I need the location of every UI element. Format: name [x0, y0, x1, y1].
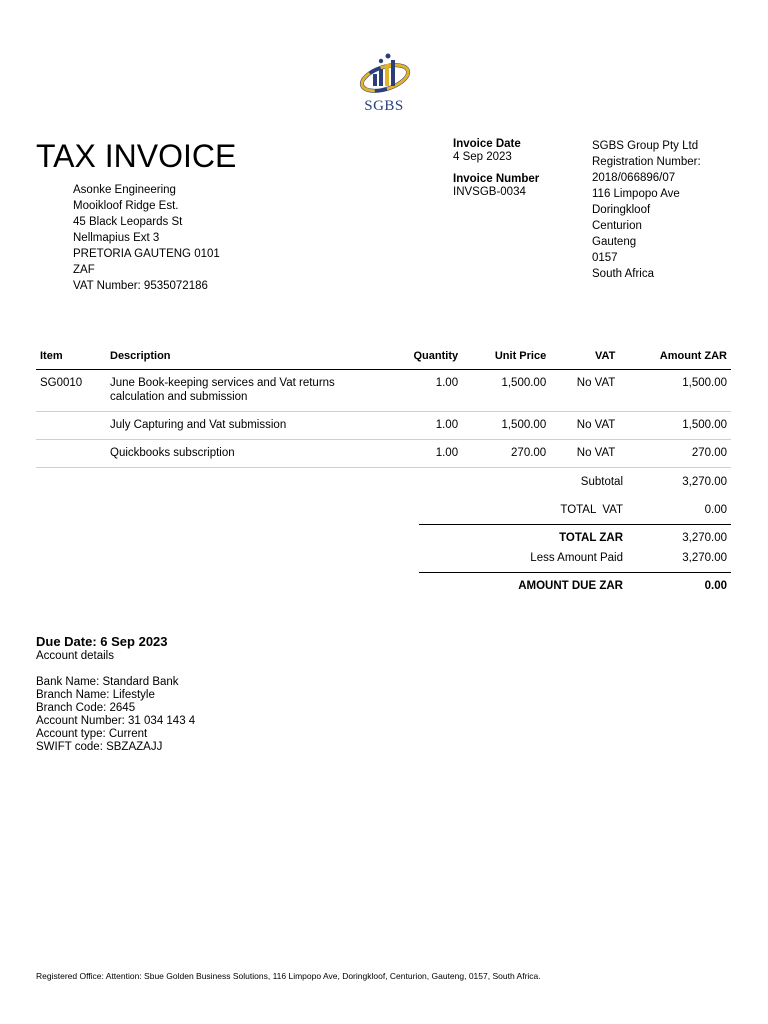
total-vat-value: 0.00 [704, 504, 727, 516]
company-line: South Africa [592, 268, 655, 280]
company-line: SGBS Group Pty Ltd [592, 140, 699, 152]
subtotal-label: Subtotal [580, 476, 623, 488]
company-line: 0157 [592, 252, 618, 264]
cell-amount: 1,500.00 [619, 370, 731, 412]
invoice-number-value: INVSGB-0034 [453, 186, 526, 198]
cell-quantity: 1.00 [384, 412, 462, 440]
amount-due-row [419, 572, 731, 597]
address-line: Nellmapius Ext 3 [73, 232, 160, 244]
table-row [36, 412, 731, 440]
cell-unit-price: 270.00 [462, 440, 550, 468]
company-line: Registration Number: [592, 156, 701, 168]
company-line: Gauteng [592, 236, 637, 248]
line-items-table [36, 345, 731, 468]
bank-line: Account Number: 31 034 143 4 [36, 715, 196, 727]
address-line: 45 Black Leopards St [73, 216, 183, 228]
total-vat-row [419, 501, 731, 523]
address-line: Asonke Engineering [73, 184, 176, 196]
table-header-row [36, 345, 731, 370]
amount-due-value: 0.00 [704, 580, 727, 592]
address-line: PRETORIA GAUTENG 0101 [73, 248, 220, 260]
company-info [592, 138, 701, 282]
cell-unit-price: 1,500.00 [462, 412, 550, 440]
due-date: Due Date: 6 Sep 2023 [36, 634, 168, 649]
cell-description: Quickbooks subscription [106, 440, 384, 468]
cell-quantity: 1.00 [384, 440, 462, 468]
invoice-meta [453, 138, 539, 199]
account-details [36, 650, 195, 754]
header-unit-price: Unit Price [462, 345, 550, 370]
header-quantity: Quantity [384, 345, 462, 370]
company-logo [356, 50, 414, 120]
subtotal-value: 3,270.00 [682, 476, 727, 488]
cell-amount: 1,500.00 [619, 412, 731, 440]
cell-amount: 270.00 [619, 440, 731, 468]
invoice-date-value: 4 Sep 2023 [453, 151, 512, 163]
invoice-number-label: Invoice Number [453, 173, 540, 185]
invoice-date-label: Invoice Date [453, 138, 521, 150]
company-line: Centurion [592, 220, 642, 232]
cell-item: SG0010 [36, 370, 106, 412]
table-row [36, 370, 731, 412]
bank-line: SWIFT code: SBZAZAJJ [36, 741, 163, 753]
logo-text: SGBS [364, 98, 404, 114]
header-vat: VAT [550, 345, 619, 370]
cell-unit-price: 1,500.00 [462, 370, 550, 412]
totals-section [419, 473, 731, 597]
bank-line: Branch Code: 2645 [36, 702, 136, 714]
amount-due-label: AMOUNT DUE ZAR [518, 580, 623, 592]
subtotal-row [419, 473, 731, 501]
cell-item [36, 440, 106, 468]
account-heading: Account details [36, 650, 114, 662]
bank-line: Bank Name: Standard Bank [36, 676, 179, 688]
cell-vat: No VAT [550, 370, 619, 412]
total-value: 3,270.00 [682, 532, 727, 544]
amount-paid-value: 3,270.00 [682, 552, 727, 564]
table-row [36, 440, 731, 468]
company-line: Doringkloof [592, 204, 651, 216]
total-row [419, 524, 731, 545]
header-item: Item [36, 345, 106, 370]
footer-registered-office: Registered Office: Attention: Sbue Golden Business Solutions, 116 Limpopo Ave, Doringkloof, Centurion, Gauteng, 0157, South Africa. [36, 971, 541, 981]
bill-to-address [73, 182, 220, 294]
company-line: 116 Limpopo Ave [592, 188, 680, 200]
total-label: TOTAL ZAR [559, 532, 623, 544]
vat-number: VAT Number: 9535072186 [73, 280, 208, 292]
cell-description: June Book-keeping services and Vat returns calculation and submission [106, 370, 384, 412]
cell-vat: No VAT [550, 412, 619, 440]
cell-description: July Capturing and Vat submission [106, 412, 384, 440]
logo-emblem-icon [356, 50, 414, 98]
bank-line: Branch Name: Lifestyle [36, 689, 155, 701]
cell-quantity: 1.00 [384, 370, 462, 412]
total-vat-label: TOTAL VAT [560, 504, 623, 516]
cell-item [36, 412, 106, 440]
amount-paid-label: Less Amount Paid [530, 552, 623, 564]
bank-line: Account type: Current [36, 728, 148, 740]
header-description: Description [106, 345, 384, 370]
cell-vat: No VAT [550, 440, 619, 468]
company-line: 2018/066896/07 [592, 172, 676, 184]
header-amount: Amount ZAR [619, 345, 731, 370]
address-line: ZAF [73, 264, 95, 276]
document-title: TAX INVOICE [36, 138, 237, 174]
address-line: Mooikloof Ridge Est. [73, 200, 179, 212]
amount-paid-row [419, 545, 731, 572]
